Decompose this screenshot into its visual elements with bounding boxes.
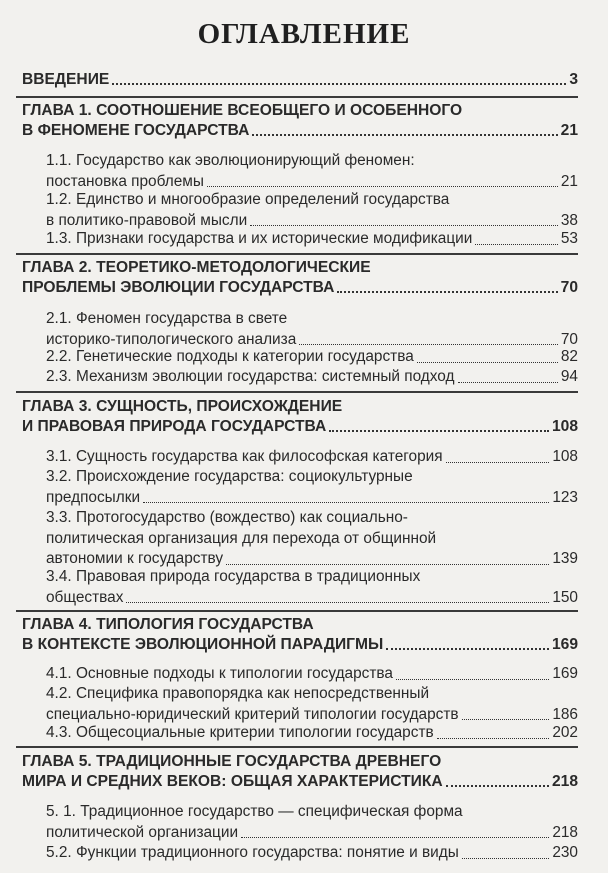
section-page: 169 xyxy=(552,665,578,682)
section-page: 218 xyxy=(552,823,578,841)
chapter-title-line: ГЛАВА 3. СУЩНОСТЬ, ПРОИСХОЖДЕНИЕ xyxy=(22,398,343,415)
toc-intro xyxy=(22,70,578,90)
toc-section-2-3 xyxy=(46,367,578,388)
section-title-line: специально-юридический критерий типологии государств xyxy=(46,705,459,723)
toc-section-5-1 xyxy=(46,802,578,843)
section-title-line: 2.2. Генетические подходы к категории государства xyxy=(46,348,414,365)
leader-dots xyxy=(299,344,558,345)
divider xyxy=(16,391,578,393)
leader-dots xyxy=(241,837,549,838)
section-page: 230 xyxy=(552,844,578,861)
section-title-line: постановка проблемы xyxy=(46,172,204,190)
leader-dots xyxy=(462,858,549,859)
section-title-line: 4.3. Общесоциальные критерии типологии государств xyxy=(46,724,434,741)
chapter-title-line: ГЛАВА 2. ТЕОРЕТИКО-МЕТОДОЛОГИЧЕСКИЕ xyxy=(22,259,371,276)
section-title-line: автономии к государству xyxy=(46,550,224,567)
toc-section-4-2 xyxy=(46,684,578,725)
toc-section-4-3 xyxy=(46,723,578,744)
chapter-title-line: В КОНТЕКСТЕ ЭВОЛЮЦИОННОЙ ПАРАДИГМЫ xyxy=(22,636,384,653)
toc-chapter-2 xyxy=(22,258,578,298)
section-title-line: 1.3. Признаки государства и их исторические модификации xyxy=(46,230,473,247)
section-page: 186 xyxy=(552,705,578,723)
chapter-page: 108 xyxy=(551,418,578,435)
section-title-line: 3.3. Протогосударство (вождество) как социально- xyxy=(46,509,408,526)
leader-dots xyxy=(386,648,549,650)
leader-dots xyxy=(475,244,558,245)
chapter-page: 169 xyxy=(551,636,578,653)
section-page: 21 xyxy=(560,172,578,190)
toc-section-3-3 xyxy=(46,508,578,570)
toc-chapter-1 xyxy=(22,101,578,141)
section-title-line: 4.1. Основные подходы к типологии государства xyxy=(46,665,393,682)
section-page: 108 xyxy=(552,448,578,465)
chapter-page: 21 xyxy=(560,122,578,139)
section-title-line: 1.2. Единство и многообразие определений государства xyxy=(46,191,450,208)
toc-section-5-2 xyxy=(46,843,578,864)
section-page: 94 xyxy=(560,368,578,385)
section-page: 53 xyxy=(560,230,578,247)
leader-dots xyxy=(143,502,549,503)
section-title-line: 2.1. Феномен государства в свете xyxy=(46,310,288,327)
page-title: ОГЛАВЛЕНИЕ xyxy=(197,18,411,50)
section-title-line: обществах xyxy=(46,588,124,606)
toc-section-3-4 xyxy=(46,567,578,608)
leader-dots xyxy=(226,564,549,565)
divider xyxy=(16,746,578,748)
section-title-line: 2.3. Механизм эволюции государства: системный подход xyxy=(46,368,455,385)
intro-label: ВВЕДЕНИЕ xyxy=(22,71,110,88)
section-title-line: 3.2. Происхождение государства: социокультурные xyxy=(46,468,413,485)
leader-dots xyxy=(417,362,558,363)
toc-section-4-1 xyxy=(46,664,578,685)
section-title-line: политическая организация для перехода от общинной xyxy=(46,529,437,547)
toc-chapter-3 xyxy=(22,397,578,437)
leader-dots xyxy=(250,225,558,226)
section-page: 38 xyxy=(560,211,578,229)
leader-dots xyxy=(458,382,558,383)
chapter-title-line: ГЛАВА 4. ТИПОЛОГИЯ ГОСУДАРСТВА xyxy=(22,616,314,633)
intro-page: 3 xyxy=(569,71,578,88)
section-title-line: 3.1. Сущность государства как философская категория xyxy=(46,448,443,465)
section-page: 123 xyxy=(552,488,578,506)
section-title-line: 1.1. Государство как эволюционирующий феномен: xyxy=(46,152,415,169)
chapter-title-line: И ПРАВОВАЯ ПРИРОДА ГОСУДАРСТВА xyxy=(22,418,327,435)
chapter-page: 70 xyxy=(560,279,578,296)
leader-dots xyxy=(252,134,557,136)
section-page: 150 xyxy=(552,588,578,606)
section-page: 82 xyxy=(560,348,578,365)
leader-dots xyxy=(337,291,557,293)
section-title-line: 3.4. Правовая природа государства в традиционных xyxy=(46,568,421,585)
section-title-line: историко-типологического анализа xyxy=(46,330,297,348)
section-title-line: предпосылки xyxy=(46,488,141,506)
leader-dots xyxy=(112,83,566,85)
section-title-line: политической организации xyxy=(46,823,239,841)
leader-dots xyxy=(396,679,549,680)
toc-section-2-2 xyxy=(46,347,578,368)
section-title-line: 5. 1. Традиционное государство — специфическая форма xyxy=(46,803,463,820)
chapter-title-line: ГЛАВА 5. ТРАДИЦИОННЫЕ ГОСУДАРСТВА ДРЕВНЕГО xyxy=(22,753,442,770)
chapter-title-line: МИРА И СРЕДНИХ ВЕКОВ: ОБЩАЯ ХАРАКТЕРИСТИКА xyxy=(22,773,443,790)
toc-chapter-4 xyxy=(22,615,578,655)
chapter-title-line: ПРОБЛЕМЫ ЭВОЛЮЦИИ ГОСУДАРСТВА xyxy=(22,279,335,296)
toc-section-2-1 xyxy=(46,309,578,350)
chapter-title-line: В ФЕНОМЕНЕ ГОСУДАРСТВА xyxy=(22,122,250,139)
divider xyxy=(16,610,578,612)
divider xyxy=(16,96,578,98)
leader-dots xyxy=(329,430,549,432)
section-page: 139 xyxy=(552,550,578,567)
chapter-title-line: ГЛАВА 1. СООТНОШЕНИЕ ВСЕОБЩЕГО И ОСОБЕННОГО xyxy=(22,102,463,119)
section-title-line: 4.2. Специфика правопорядка как непосредственный xyxy=(46,685,430,702)
section-title-line: в политико-правовой мысли xyxy=(46,211,248,229)
leader-dots xyxy=(446,462,550,463)
toc-section-3-1 xyxy=(46,447,578,468)
divider xyxy=(16,253,578,255)
section-title-line: 5.2. Функции традиционного государства: понятие и виды xyxy=(46,844,459,861)
leader-dots xyxy=(462,719,550,720)
leader-dots xyxy=(446,785,549,787)
toc-section-1-1 xyxy=(46,151,578,192)
leader-dots xyxy=(437,738,550,739)
section-page: 202 xyxy=(552,724,578,741)
toc-chapter-5 xyxy=(22,752,578,792)
toc-section-3-2 xyxy=(46,467,578,508)
toc-section-1-2 xyxy=(46,190,578,231)
chapter-page: 218 xyxy=(551,773,578,790)
section-page: 70 xyxy=(560,330,578,348)
leader-dots xyxy=(207,186,558,187)
toc-section-1-3 xyxy=(46,229,578,250)
leader-dots xyxy=(126,602,549,603)
